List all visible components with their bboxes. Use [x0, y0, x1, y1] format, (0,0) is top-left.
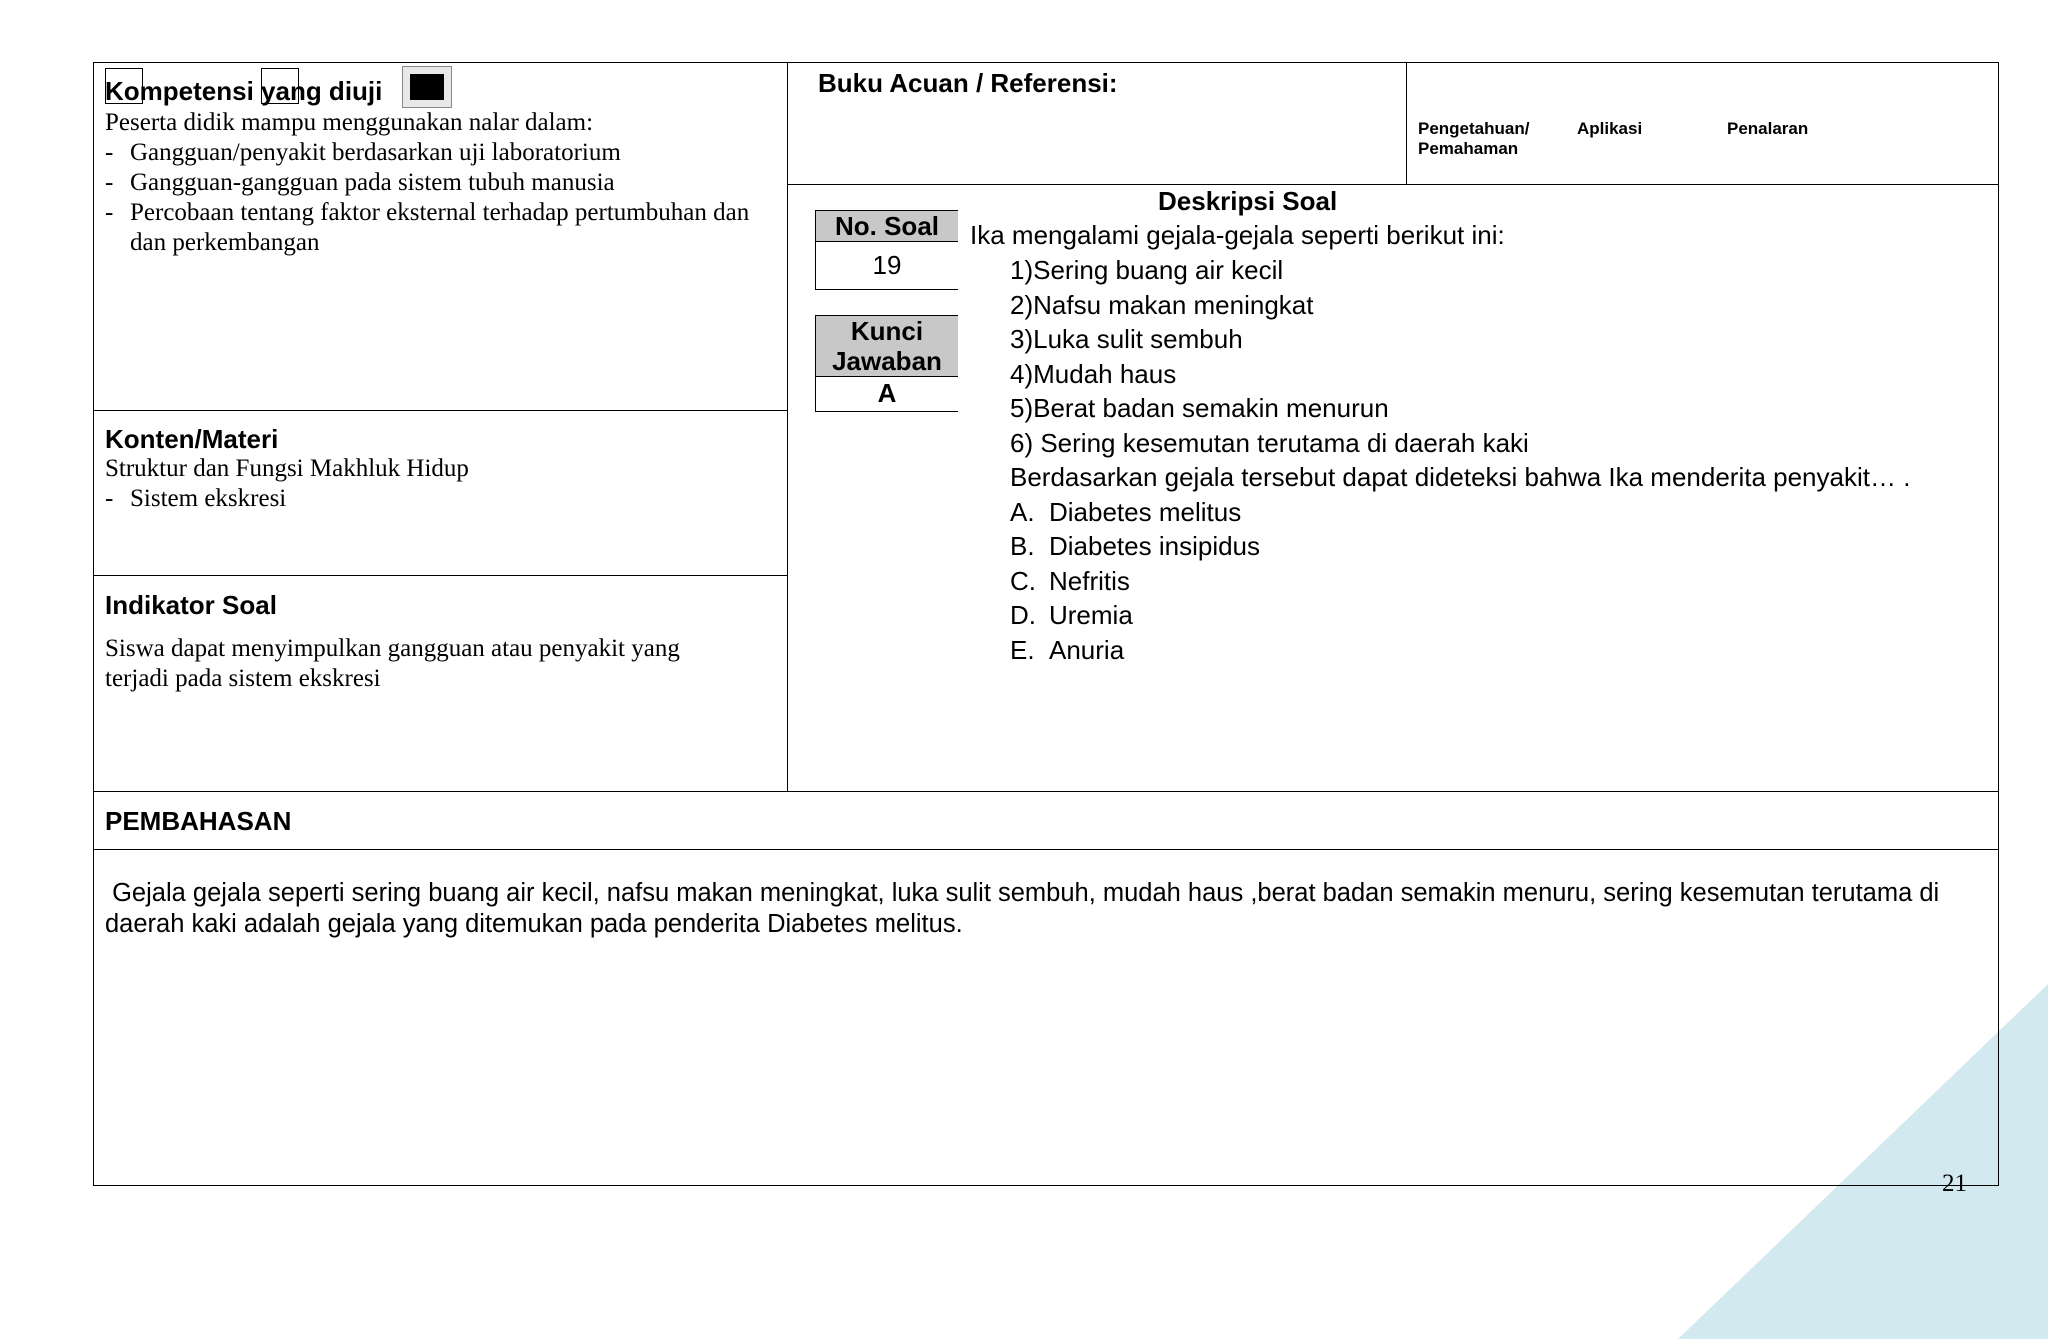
kompetensi-content [105, 108, 765, 258]
konten-content [105, 454, 765, 514]
symptom-item: 1)Sering buang air kecil [1010, 255, 1284, 285]
level-penalaran: Penalaran [1727, 119, 1809, 138]
table-right-border [1998, 62, 1999, 1186]
answer-option: C. Nefritis [1010, 565, 1130, 596]
answer-option: D. Uremia [1010, 600, 1133, 630]
symptom-item: 2)Nafsu makan meningkat [1010, 289, 1314, 320]
konten-item: - Sistem ekskresi [105, 485, 287, 512]
right-header-divider [787, 184, 1999, 185]
left-row-divider-2 [93, 575, 788, 576]
kompetensi-item: - Gangguan/penyakit berdasarkan uji laboratorium [105, 139, 621, 166]
deskripsi-title: Deskripsi Soal [1158, 186, 1338, 216]
indikator-text: Siswa dapat menyimpulkan gangguan atau penyakit yang terjadi pada sistem ekskresi [105, 635, 680, 692]
symptom-item: 6) Sering kesemutan terutama di daerah kaki [1010, 427, 1529, 458]
no-soal-value: 19 [872, 250, 902, 280]
pembahasan-title: PEMBAHASAN [105, 806, 292, 836]
kompetensi-title: Kompetensi yang diuji [105, 76, 383, 106]
answer-option: E. Anuria [1010, 634, 1125, 665]
pembahasan-text: Gejala gejala seperti sering buang air kecil, nafsu makan meningkat, luka sulit sembuh, mudah haus ,berat badan semakin menuru, sering kesemutan terutama di daerah kaki adalah gejala yang ditemukan pada penderita Diabetes melitus. [105, 879, 1947, 938]
level-pengetahuan: Pengetahuan/ Pemahaman [1418, 119, 1530, 158]
kunci-label: Kunci Jawaban [816, 316, 958, 377]
symptom-item: 3)Luka sulit sembuh [1010, 324, 1243, 354]
kunci-value: A [877, 378, 897, 408]
levels-divider [1406, 62, 1407, 185]
question-stem: Ika mengalami gejala-gejala seperti berikut ini: [970, 220, 1505, 250]
answer-option: B. Diabetes insipidus [1010, 531, 1261, 561]
no-soal-label: No. Soal [816, 211, 958, 242]
answer-option: A. Diabetes melitus [1010, 496, 1242, 527]
column-divider [787, 62, 788, 792]
left-row-divider-1 [93, 410, 788, 411]
kunci-jawaban-box [815, 315, 958, 412]
no-soal-box [815, 210, 958, 290]
symptom-list [1010, 253, 1990, 667]
table-left-border [93, 62, 94, 1186]
konten-line: Struktur dan Fungsi Makhluk Hidup [105, 455, 469, 482]
indikator-title: Indikator Soal [105, 590, 277, 620]
level-aplikasi: Aplikasi [1577, 119, 1643, 138]
pembahasan-header-divider [93, 849, 1999, 850]
pembahasan-top-divider [93, 791, 1999, 792]
kompetensi-item: - Gangguan-gangguan pada sistem tubuh manusia [105, 169, 615, 196]
symptom-item: 4)Mudah haus [1010, 358, 1177, 389]
decorative-corner-shape [1678, 984, 2048, 1339]
form-button-filled[interactable] [402, 66, 452, 108]
symptom-item: 5)Berat badan semakin menurun [1010, 393, 1389, 423]
table-bottom-border [93, 1185, 1999, 1186]
question-text: Berdasarkan gejala tersebut dapat dideteksi bahwa Ika menderita penyakit… . [1010, 462, 1911, 492]
kompetensi-intro: Peserta didik mampu menggunakan nalar dalam: [105, 109, 594, 136]
table-top-border [93, 62, 1999, 63]
kompetensi-item: - Percobaan tentang faktor eksternal terhadap pertumbuhan dan dan perkembangan [105, 199, 750, 256]
buku-acuan-title: Buku Acuan / Referensi: [818, 68, 1118, 98]
page-number: 21 [1942, 1170, 1967, 1197]
konten-title: Konten/Materi [105, 424, 279, 454]
